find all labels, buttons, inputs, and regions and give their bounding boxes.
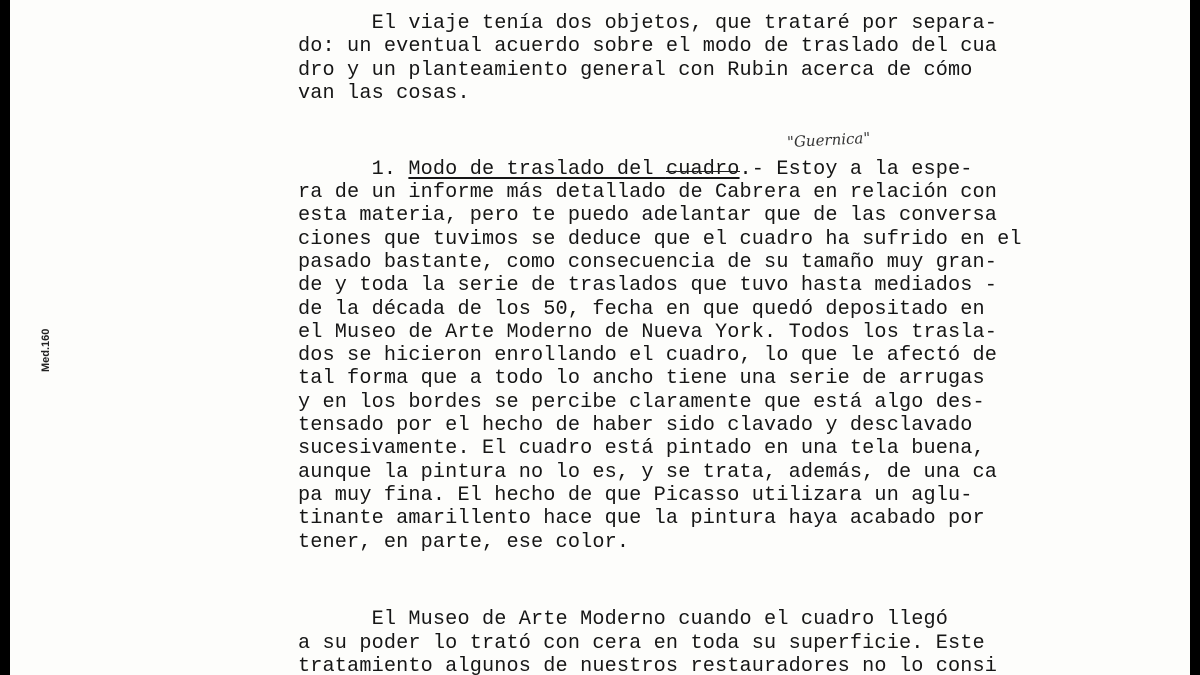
text-line: aunque la pintura no lo es, y se trata, además, de una ca [298, 460, 998, 484]
text-line: tener, en parte, ese color. [298, 530, 630, 554]
text-line: pasado bastante, como consecuencia de su tamaño muy gran- [298, 250, 998, 274]
text-line: tal forma que a todo lo ancho tiene una serie de arrugas [298, 367, 985, 391]
document-page [10, 0, 1190, 675]
struck-word: cuadro [665, 157, 740, 181]
margin-form-label: Med.160 [40, 328, 52, 372]
text-line: tinante amarillento hace que la pintura haya acabado por [298, 507, 985, 531]
typed-letter-text [298, 0, 1118, 675]
section-heading: Modo de traslado del [408, 157, 666, 181]
text-line: de y toda la serie de traslados que tuvo hasta mediados - [298, 274, 998, 298]
text-line: y en los bordes se percibe claramente que está algo des- [298, 390, 985, 414]
text-line: El Museo de Arte Moderno cuando el cuadro llegó [298, 608, 949, 632]
text-line: van las cosas. [298, 81, 470, 105]
text-line: de la década de los 50, fecha en que quedó depositado en [298, 297, 985, 321]
text-line: a su poder lo trató con cera en toda su superficie. Este [298, 631, 985, 655]
text-line: tensado por el hecho de haber sido clavado y desclavado [298, 414, 973, 438]
text-line: pa muy fina. El hecho de que Picasso utilizara un aglu- [298, 483, 973, 507]
text-line: esta materia, pero te puedo adelantar que de las conversa [298, 204, 998, 228]
text-line: sucesivamente. El cuadro está pintado en una tela buena, [298, 437, 985, 461]
text-line: el Museo de Arte Moderno de Nueva York. Todos los trasla- [298, 320, 998, 344]
text-line: dro y un planteamiento general con Rubin acerca de cómo [298, 58, 973, 82]
section-heading-line: 1. Modo de traslado del cuadro.- Estoy a la espe- [371, 157, 973, 181]
text-line: dos se hicieron enrollando el cuadro, lo que le afectó de [298, 344, 998, 368]
text-line: El viaje tenía dos objetos, que trataré por separa- [298, 12, 998, 35]
handwritten-annotation: "Guernica" [786, 128, 871, 152]
text-line: tratamiento algunos de nuestros restauradores no lo consi [298, 655, 998, 675]
text-line: ra de un informe más detallado de Cabrera en relación con [298, 181, 998, 205]
text-line: do: un eventual acuerdo sobre el modo de traslado del cua [298, 35, 998, 59]
text-line: ciones que tuvimos se deduce que el cuadro ha sufrido en el [298, 227, 1022, 251]
